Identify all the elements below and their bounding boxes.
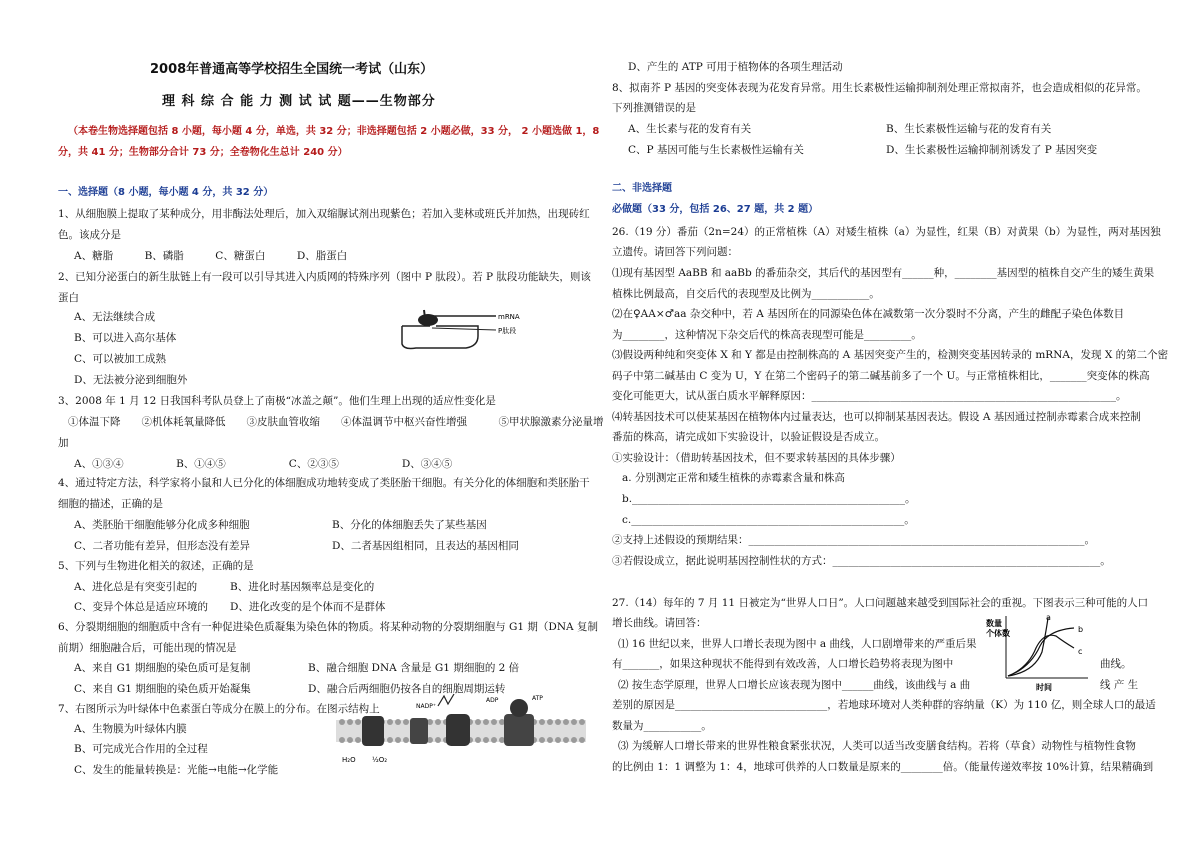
q4-option-d: D、二者基因组相同，且表达的基因相同 <box>332 540 519 552</box>
q27-graph-ylabel2: 个体数 <box>986 629 1010 638</box>
q27-graph-ylabel: 数量 <box>986 619 1002 628</box>
q27-curve-b <box>1008 628 1074 676</box>
q4-option-c: C、二者功能有差异，但形态没有差异 <box>74 540 251 552</box>
q26-part3-line2: 码子中第二碱基由 C 变为 U，Y 在第二个密码子的第二碱基前多了一个 U。与正常植株相比，_______突变体的株高 <box>612 370 1150 382</box>
exam-note-line1: （本卷生物选择题包括 8 小题，每小题 4 分，单选，共 32 分；非选择题包括 2 小题必做，33 分， 2 小题选做 1，8 <box>68 126 600 137</box>
q26-design-heading: ①实验设计：（借助转基因技术，但不要求转基因的具体步骤） <box>612 452 901 464</box>
q7-option-d: D、产生的 ATP 可用于植物体的各项生理活动 <box>628 61 843 73</box>
q7-option-b: B、可完成光合作用的全过程 <box>74 743 208 755</box>
q8-option-a: A、生长素与花的发育有关 <box>628 123 752 135</box>
q26-stem-line1: 26.（19 分）番茄（2n=24）的正常植株（A）对矮生植株（a）为显性，红果（B）对黄果（b）为显性，两对基因独 <box>612 226 1161 238</box>
q2-option-d: D、无法被分泌到细胞外 <box>74 374 188 386</box>
q27-part2-line1-end: 线 产 生 <box>1100 679 1139 691</box>
q5-option-d: D、进化改变的是个体而不是群体 <box>230 601 386 613</box>
q5-option-c: C、变异个体总是适应环境的 <box>74 601 209 613</box>
q27-graph-label-a: a <box>1046 613 1051 622</box>
q7-option-a: A、生物膜为叶绿体内膜 <box>74 723 187 735</box>
q2-option-c: C、可以被加工成熟 <box>74 353 167 365</box>
exam-title: 2008年普通高等学校招生全国统一考试（山东） <box>150 62 434 77</box>
q1-options: A、糖脂 B、磷脂 C、糖蛋白 D、脂蛋白 <box>74 250 348 262</box>
q6-stem-line2: 前期）细胞融合后，可能出现的情况是 <box>58 642 237 654</box>
exam-subtitle: 理 科 综 合 能 力 测 试 试 题——生物部分 <box>162 94 436 109</box>
q4-stem-line2: 细胞的描述，正确的是 <box>58 498 163 510</box>
q2-stem-line1: 2、已知分泌蛋白的新生肽链上有一段可以引导其进入内质网的特殊序列（图中 P 肽段）。若 P 肽段功能缺失，则该 <box>58 271 591 283</box>
q27-part1-line2: 有_______，如果这种现状不能得到有效改善，人口增长趋势将表现为图中 <box>612 658 954 670</box>
q26-design-step-c: c.____________________________________________________。 <box>622 514 915 526</box>
q7-figure-adp: ADP <box>486 697 499 704</box>
q27-population-graph <box>984 612 1090 692</box>
q27-graph-xlabel: 时间 <box>1036 683 1052 692</box>
q26-design-step-a: a. 分别测定正常和矮生植株的赤霉素含量和株高 <box>622 472 845 484</box>
q27-part2-line1: ⑵ 按生态学原理，世界人口增长应该表现为图中______曲线，该曲线与 a 曲 <box>618 679 971 691</box>
q2-figure-p-label: P肽段 <box>498 327 517 335</box>
q5-option-b: B、进化时基因频率总是变化的 <box>230 581 375 593</box>
q5-option-a: A、进化总是有突变引起的 <box>74 581 198 593</box>
q3-items: ①体温下降 ②机体耗氧量降低 ③皮肤血管收缩 ④体温调节中枢兴奋性增强 ⑤甲状腺激素分泌量增 <box>68 416 604 428</box>
q26-part2-line1: ⑵在♀AA×♂aa 杂交种中，若 A 基因所在的同源染色体在减数第一次分裂时不分离，产生的雌配子染色体数目 <box>612 308 1125 320</box>
q27-part1-line2-end: 曲线。 <box>1100 658 1132 670</box>
q8-option-c: C、P 基因可能与生长素极性运输有关 <box>628 144 804 156</box>
q26-conclusion: ③若假设成立，据此说明基因控制性状的方式：___________________________________________________。 <box>612 555 1111 567</box>
q6-stem-line1: 6、分裂期细胞的细胞质中含有一种促进染色质凝集为染色体的物质。将某种动物的分裂期细胞与 G1 期（DNA 复制 <box>58 621 598 633</box>
q3-options: A、①③④ B、①④⑤ C、②③⑤ D、③④⑤ <box>74 458 453 470</box>
q2-option-a: A、无法继续合成 <box>74 311 156 323</box>
q4-option-b: B、分化的体细胞丢失了某些基因 <box>332 519 487 531</box>
q8-stem-line1: 8、拟南芥 P 基因的突变体表现为花发育异常。用生长素极性运输抑制剂处理正常拟南芥，也会造成相似的花异常。 <box>612 82 1147 94</box>
q2-figure-mrna-label: mRNA <box>498 313 520 321</box>
q27-stem-line2: 增长曲线。请回答： <box>612 617 707 629</box>
q8-option-b: B、生长素极性运输与花的发育有关 <box>886 123 1052 135</box>
q26-part3-line1: ⑶假设两种纯和突变体 X 和 Y 都是由控制株高的 A 基因突变产生的，检测突变基因转录的 mRNA，发现 X 的第二个密 <box>612 349 1169 361</box>
q4-option-a: A、类胚胎干细胞能够分化成多种细胞 <box>74 519 250 531</box>
q7-option-c: C、发生的能量转换是：光能→电能→化学能 <box>74 764 279 776</box>
q7-figure-atp: ATP <box>532 695 543 702</box>
q7-figure-o2: ½O₂ <box>372 756 388 764</box>
q7-figure-nadp: NADP⁺ <box>416 703 436 710</box>
q2-option-b: B、可以进入高尔基体 <box>74 332 177 344</box>
q26-part2-line2: 为________，这种情况下杂交后代的株高表现型可能是_________。 <box>612 329 922 341</box>
q26-part4-line1: ⑷转基因技术可以使某基因在植物体内过量表达，也可以抑制某基因表达。假设 A 基因通过控制赤霉素合成来控制 <box>612 411 1141 423</box>
q7-stem: 7、右图所示为叶绿体中色素蛋白等成分在膜上的分布。在图示结构上 <box>58 703 380 715</box>
q27-part3-line2: 的比例由 1：1 调整为 1：4，地球可供养的人口数量是原来的________倍。（能量传递效率按 10%计算，结果精确到 <box>612 761 1154 773</box>
q26-part1-line2: 植株比例最高，自交后代的表现型及比例为___________。 <box>612 288 880 300</box>
q1-stem-line1: 1、从细胞膜上提取了某种成分，用非酶法处理后，加入双缩脲试剂出现紫色；若加入斐林或班氏并加热，出现砖红 <box>58 208 590 220</box>
q3-items-cont: 加 <box>58 437 69 449</box>
q27-curve-a <box>1008 618 1048 676</box>
q26-stem-line2: 立遗传。请回答下列问题： <box>612 246 738 258</box>
q26-part1-line1: ⑴现有基因型 AaBB 和 aaBb 的番茄杂交，其后代的基因型有______种，________基因型的植株自交产生的矮生黄果 <box>612 267 1155 279</box>
q1-stem-line2: 色。该成分是 <box>58 229 121 241</box>
q6-option-b: B、融合细胞 DNA 含量是 G1 期细胞的 2 倍 <box>308 662 520 674</box>
q27-graph-label-b: b <box>1078 625 1084 634</box>
section-choice-heading: 一、选择题（8 小题，每小题 4 分，共 32 分） <box>58 187 274 198</box>
q5-stem: 5、下列与生物进化相关的叙述，正确的是 <box>58 560 254 572</box>
q4-stem-line1: 4、通过特定方法，科学家将小鼠和人已分化的体细胞成功地转变成了类胚胎干细胞。有关分化的体细胞和类胚胎干 <box>58 477 590 489</box>
q7-figure-h2o: H₂O <box>342 756 356 764</box>
required-heading: 必做题（33 分，包括 26、27 题，共 2 题） <box>612 204 819 215</box>
q6-option-c: C、来自 G1 期细胞的染色质开始凝集 <box>74 683 251 695</box>
q27-part3-line1: ⑶ 为缓解人口增长带来的世界性粮食紧张状况，人类可以适当改变膳食结构。若将（草食）动物性与植物性食物 <box>618 740 1136 752</box>
q3-stem: 3、2008 年 1 月 12 日我国科考队员登上了南极“冰盖之颠”。他们生理上出现的适应性变化是 <box>58 395 496 407</box>
q8-stem-line2: 下列推测错误的是 <box>612 102 696 114</box>
q6-option-d: D、融合后两细胞仍按各自的细胞周期运转 <box>308 683 506 695</box>
q27-part1-line1: ⑴ 16 世纪以来，世界人口增长表现为图中 a 曲线，人口剧增带来的严重后果 <box>618 638 977 650</box>
exam-note-line2: 分，共 41 分；生物部分合计 73 分；全卷物化生总计 240 分） <box>58 147 348 158</box>
section-nonchoice-heading: 二、非选择题 <box>612 183 672 194</box>
q26-part4-line2: 番茄的株高，请完成如下实验设计，以验证假设是否成立。 <box>612 431 885 443</box>
q27-part2-line3: 数量为___________。 <box>612 720 712 732</box>
q26-design-step-b: b.____________________________________________________。 <box>622 493 916 505</box>
q2-figure <box>396 304 530 356</box>
q26-expected-result: ②支持上述假设的预期结果：________________________________________________________________。 <box>612 534 1095 546</box>
q26-part3-line3: 变化可能更大，试从蛋白质水平解释原因：__________________________________________________________。 <box>612 390 1127 402</box>
q27-part2-line2: 差别的原因是_____________________________，若地球环境对人类种群的容纳量（K）为 110 亿，则全球人口的最适 <box>612 699 1156 711</box>
q2-stem-line2: 蛋白 <box>58 292 79 304</box>
q27-graph-label-c: c <box>1078 647 1083 656</box>
q27-stem-line1: 27.（14）每年的 7 月 11 日被定为“世界人口日”。人口问题越来越受到国际社会的重视。下图表示三种可能的人口 <box>612 597 1149 609</box>
q7-membrane-figure <box>336 694 586 766</box>
q8-option-d: D、生长素极性运输抑制剂诱发了 P 基因突变 <box>886 144 1098 156</box>
q6-option-a: A、来自 G1 期细胞的染色质可是复制 <box>74 662 251 674</box>
